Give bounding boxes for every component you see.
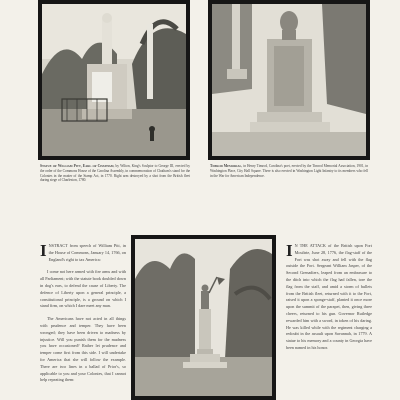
timrod-memorial-photo (208, 0, 370, 160)
timrod-caption (210, 164, 368, 178)
right-dropcap: I (286, 243, 293, 260)
pitt-caption-text: , by Wilton, King's Sculptor to George III, erected by the order of the Commons House of the Carolina Assembly, in commemoration of Chatham's stand for the Colonies in the matter of the Stamp Act, in 1770. Right arm destroyed by a shot from the British fleet during siege of Charleston, 1780. (40, 164, 190, 183)
left-column-text (40, 243, 126, 400)
left-paragraph-2: I come not here armed with fire arms and with all Parliament; with the statute book doubled down in dog's ears, to defend the cause of Liberty. The defence of Liberty upon a general principle, a constitutional principle, is a ground on which I stand firm, on which I dare meet any man. (40, 269, 126, 309)
right-paragraph-1 (286, 243, 372, 352)
pitt-statue-photo (38, 0, 190, 160)
left-paragraph-1 (40, 243, 126, 263)
pitt-caption-lead: Statue of William Pitt, Earl of Chatham (40, 164, 114, 168)
left-dropcap: I (40, 243, 47, 260)
timrod-caption-lead: Timrod Memorial (210, 164, 242, 168)
jasper-monument-image (135, 239, 272, 396)
jasper-monument-photo (131, 235, 276, 400)
pitt-caption (40, 164, 190, 183)
pitt-statue-image (42, 4, 186, 156)
timrod-caption-text: , in Henry Timrod, Carolina's poet, erected by the Timrod Memorial Association, 1901, in Washington Place, City Hall Square. There is also erected in Washington Light Infantry to its members who fell in the War for American Independence. (210, 164, 368, 178)
right-column-text (286, 243, 372, 400)
left-paragraph-1-text: NSTRACT from speech of William Pitt, in the House of Commons, January 14, 1766, on England's right to tax America: (48, 243, 126, 262)
timrod-memorial-image (212, 4, 366, 156)
left-paragraph-3: The Americans have not acted in all things with prudence and temper. They have been wronged; they have been driven to madness by injustice. Will you punish them for the madness you have occasioned? Rather let prudence and temper come first from this side. I will undertake for America that she will follow the example. There are two lines in a ballad of Prior's, so applicable to you and your Colonies, that I cannot help repeating them: (40, 316, 126, 383)
right-paragraph-1-text: N THE ATTACK of the British upon Fort Moultrie, June 28, 1776, the flag-staff of the Fort was shot away and fell with the flag outside the Fort. Sergeant William Jasper, of the Second Grenadiers, leaped from an embrasure to the ditch into which the flag had fallen, tore the flag from the staff, and amid a storm of bullets from the British fleet, returned with it to the Fort, raised it upon a sponge-staff, planted it once more upon the summit of the parapet, then, giving three cheers, returned to his gun. Governor Rutledge rewarded him with a sword, in token of his daring. He was killed while with the regiment charging a redoubt in the assault upon Savannah, in 1779. A statue to his memory and a county in Georgia have been named in his honor. (286, 243, 372, 350)
